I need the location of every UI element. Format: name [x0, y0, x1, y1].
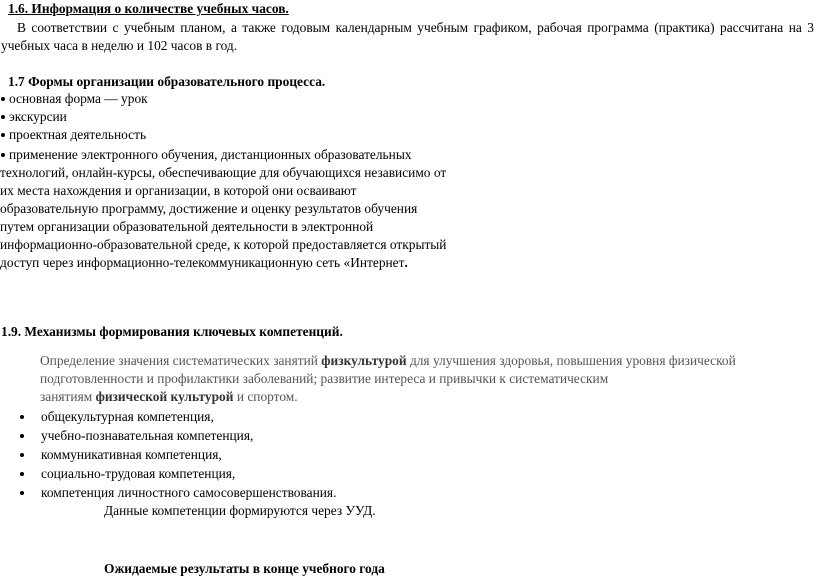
section-1-6-heading: 1.6. Информация о количестве учебных часов.: [8, 1, 289, 16]
continuation-line: доступ через информационно-телекоммуникационную сеть «Интернет.: [0, 255, 408, 270]
continuation-line: информационно-образовательной среде, к которой предоставляется открытый: [0, 237, 447, 252]
competency-item: учебно-познавательная компетенция,: [20, 427, 253, 444]
continuation-line: образовательную программу, достижение и оценку результатов обучения: [0, 201, 418, 216]
expected-results-heading: Ожидаемые результаты в конце учебного года: [104, 561, 385, 576]
intro-line-1: Определение значения систематических занятий физкультурой для улучшения здоровья, повышения уровня физической: [40, 353, 736, 368]
competency-item: социально-трудовая компетенция,: [20, 465, 235, 482]
competencies-note: Данные компетенции формируются через УУД.: [104, 503, 376, 518]
bullet-icon: [20, 453, 24, 457]
list-item: проектная деятельность: [0, 126, 146, 143]
section-1-7-heading: 1.7 Формы организации образовательного процесса.: [8, 74, 326, 89]
intro-line-3: занятиям физической культурой и спортом.: [40, 389, 298, 404]
bullet-icon: [1, 115, 5, 119]
intro-line-2: подготовленности и профилактики заболеваний; развитие интереса и привычки к систематическим: [40, 371, 609, 386]
bullet-icon: [1, 153, 5, 157]
bullet-icon: [1, 133, 5, 137]
competency-item: компетенция личностного самосовершенствования.: [20, 484, 336, 501]
section-1-6-paragraph-line-2: учебных часа в неделю и 102 часов в год.: [1, 38, 238, 53]
continuation-line: их места нахождения и организации, в которой они осваивают: [0, 183, 357, 198]
section-1-9-heading: 1.9. Механизмы формирования ключевых компетенций.: [1, 324, 343, 339]
continuation-line: путем организации образовательной деятельности в электронной: [0, 219, 374, 234]
bullet-icon: [1, 97, 5, 101]
competency-item: общекультурная компетенция,: [20, 408, 214, 425]
bullet-icon: [20, 491, 24, 495]
continuation-line: технологий, онлайн-курсы, обеспечивающие для обучающихся независимо от: [0, 165, 447, 180]
section-1-6-paragraph-line-1: В соответствии с учебным планом, а также годовым календарным учебным графиком, рабочая программа (практика) рассчитана на 3: [17, 20, 814, 35]
competency-item: коммуникативная компетенция,: [20, 446, 222, 463]
list-item: применение электронного обучения, дистанционных образовательных: [0, 146, 412, 163]
bullet-icon: [20, 472, 24, 476]
list-item: основная форма — урок: [0, 90, 148, 107]
bullet-icon: [20, 434, 24, 438]
bullet-icon: [20, 415, 24, 419]
list-item: экскурсии: [0, 108, 67, 125]
